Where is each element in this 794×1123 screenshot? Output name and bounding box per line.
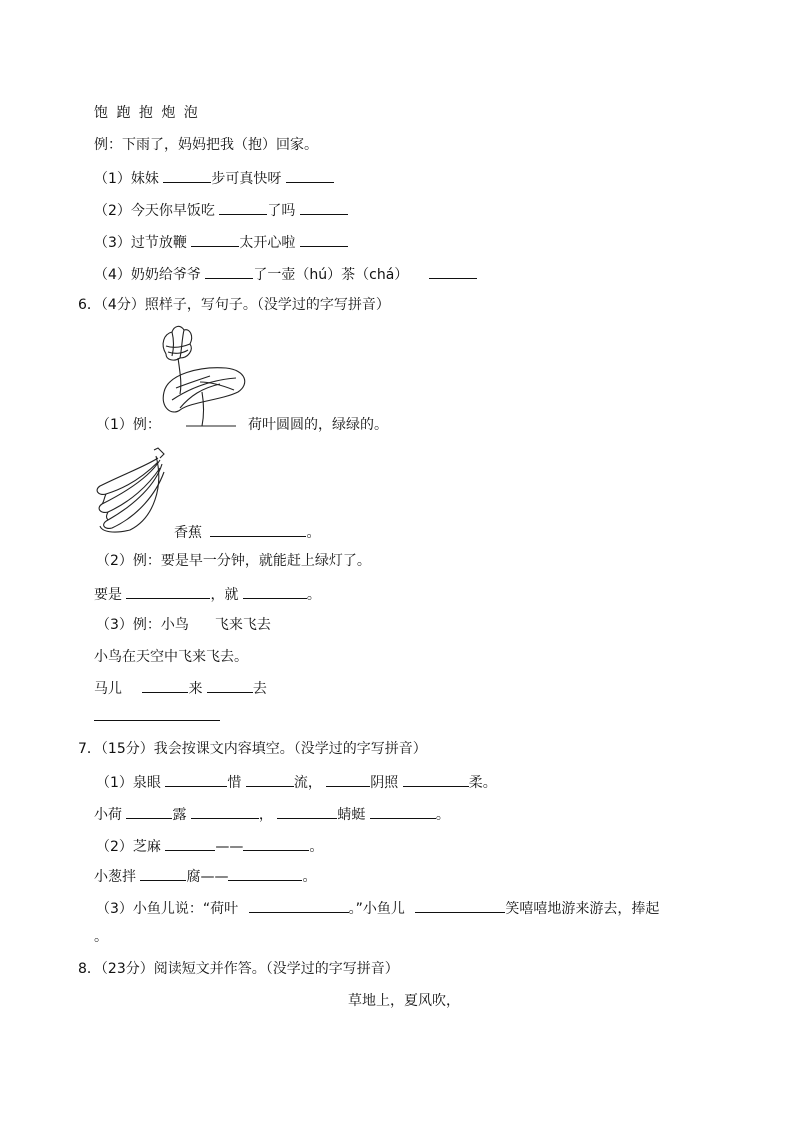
- example-label: （3）例：小鸟: [96, 617, 189, 633]
- text: （3）小鱼儿说：“荷叶: [96, 901, 239, 917]
- q6-part1-banana: [174, 522, 320, 542]
- answer-blank[interactable]: [219, 200, 267, 215]
- text: 露: [172, 807, 187, 823]
- answer-blank[interactable]: [286, 168, 334, 183]
- dash: ——: [215, 839, 244, 855]
- item-number: （2）: [94, 203, 131, 219]
- item-number: （1）: [94, 171, 131, 187]
- answer-blank[interactable]: [249, 898, 349, 913]
- answer-blank[interactable]: [300, 200, 348, 215]
- banana-label: 香蕉: [174, 525, 202, 541]
- q7-line2: [94, 804, 450, 824]
- q8-header: 8．（23分）阅读短文并作答。（没学过的字写拼音）: [78, 961, 399, 977]
- q6-header: 6．（4分）照样子，写句子。（没学过的字写拼音）: [78, 297, 390, 313]
- banana-drawing: [94, 446, 176, 536]
- text: 阴照: [370, 775, 399, 791]
- q5-item-2: [94, 200, 348, 220]
- text: 惜: [227, 775, 242, 791]
- answer-blank[interactable]: [415, 898, 505, 913]
- text: 。”小鱼儿: [348, 901, 405, 917]
- answer-blank[interactable]: [429, 264, 477, 279]
- answer-blank[interactable]: [163, 168, 211, 183]
- q6-part1-label: （1）例：: [96, 417, 161, 433]
- text: 流，: [293, 775, 322, 791]
- answer-blank[interactable]: [126, 584, 210, 599]
- answer-blank[interactable]: [326, 772, 370, 787]
- item-text-b: 步可真快呀: [211, 171, 282, 187]
- q5-characters: 饱 跑 抱 炮 泡: [94, 105, 200, 121]
- jiu-label: ，就: [210, 587, 239, 603]
- text: 腐——: [186, 869, 229, 885]
- answer-blank[interactable]: [370, 804, 436, 819]
- text: 小荷: [94, 807, 122, 823]
- q6-part2-example: （2）例：要是早一分钟，就能赶上绿灯了。: [96, 553, 371, 569]
- yaoshi-label: 要是: [94, 587, 122, 603]
- example-words: 飞来飞去: [214, 617, 271, 633]
- text: 。: [435, 807, 450, 823]
- q7-line5-wrap: 。: [94, 929, 108, 945]
- item-text-a: 奶奶给爷爷: [130, 267, 201, 283]
- q5-item-1: [94, 168, 334, 188]
- answer-blank[interactable]: [403, 772, 469, 787]
- answer-blank[interactable]: [243, 836, 309, 851]
- text: 笑嘻嘻地游来游去，捧起: [505, 901, 660, 917]
- item-number: （4）: [94, 267, 131, 283]
- answer-blank[interactable]: [205, 264, 253, 279]
- answer-blank[interactable]: [142, 678, 188, 693]
- q6-part1-sentence: 荷叶圆圆的，绿绿的。: [248, 417, 388, 433]
- q7-line1: [96, 772, 497, 792]
- q7-header: 7．（15分）我会按课文内容填空。（没学过的字写拼音）: [78, 741, 427, 757]
- answer-line[interactable]: [94, 706, 220, 721]
- q6-part3-answer: [94, 678, 267, 698]
- q5-example: 例：下雨了，妈妈把我（抱）回家。: [94, 137, 318, 153]
- text: 柔。: [468, 775, 497, 791]
- answer-blank[interactable]: [140, 866, 186, 881]
- lai-label: 来: [188, 681, 203, 697]
- text: 。: [309, 839, 324, 855]
- qu-label: 去: [252, 681, 267, 697]
- item-text-b: 了吗: [267, 203, 296, 219]
- text: 小葱拌: [94, 869, 136, 885]
- q7-line5: [96, 898, 659, 918]
- answer-blank[interactable]: [126, 804, 172, 819]
- q7-line4: [94, 866, 316, 886]
- answer-blank[interactable]: [210, 522, 306, 537]
- q7-line3: [96, 836, 323, 856]
- answer-blank[interactable]: [191, 232, 239, 247]
- answer-blank[interactable]: [228, 866, 302, 881]
- item-text-b: 太开心啦: [239, 235, 296, 251]
- q8-poem-line1: 草地上，夏风吹，: [348, 993, 460, 1009]
- item-text-a: 妹妹: [130, 171, 159, 187]
- q5-item-3: [94, 232, 348, 252]
- q6-part2-answer: [94, 584, 321, 604]
- lotus-drawing: [150, 322, 250, 428]
- period: 。: [306, 525, 321, 541]
- text: 蜻蜓: [337, 807, 366, 823]
- text: ，: [258, 807, 273, 823]
- q6-part3-example: [96, 616, 271, 634]
- text: 。: [302, 869, 317, 885]
- item-number: （3）: [94, 235, 131, 251]
- text: （2）芝麻: [96, 839, 161, 855]
- q5-item-4: [94, 264, 477, 284]
- answer-blank[interactable]: [191, 804, 259, 819]
- q6-part3-sentence: 小鸟在天空中飞来飞去。: [94, 649, 248, 665]
- text: （1）泉眼: [96, 775, 161, 791]
- item-text-a: 过节放鞭: [130, 235, 187, 251]
- answer-blank[interactable]: [207, 678, 253, 693]
- item-text-b: 了一壶（hú）茶（chá）: [253, 267, 409, 283]
- answer-blank[interactable]: [246, 772, 294, 787]
- answer-blank[interactable]: [277, 804, 337, 819]
- answer-blank[interactable]: [165, 772, 227, 787]
- answer-blank[interactable]: [165, 836, 215, 851]
- item-text-a: 今天你早饭吃: [130, 203, 215, 219]
- subject-label: 马儿: [94, 681, 122, 697]
- period: 。: [306, 587, 321, 603]
- answer-blank[interactable]: [300, 232, 348, 247]
- answer-blank[interactable]: [243, 584, 307, 599]
